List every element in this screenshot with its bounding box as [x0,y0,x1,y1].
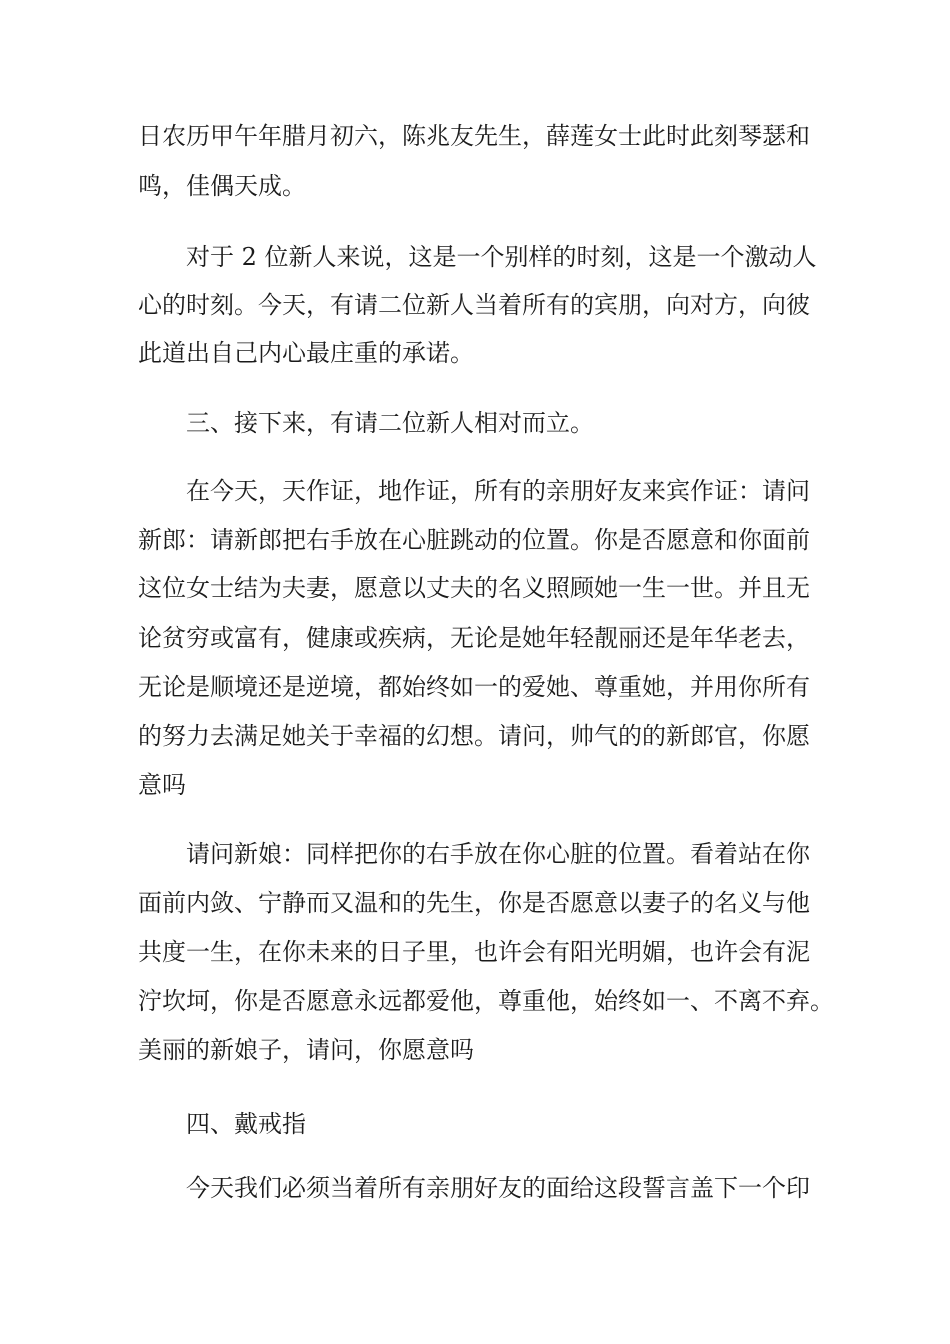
text-line: 在今天，天作证，地作证，所有的亲朋好友来宾作证：请问 [186,477,810,505]
text-line: 新郎：请新郎把右手放在心脏跳动的位置。你是否愿意和你面前 [138,526,810,554]
text-line: 请问新娘：同样把你的右手放在你心脏的位置。看着站在你 [186,840,810,868]
text-line: 鸣，佳偶天成。 [138,172,306,200]
text-line: 今天我们必须当着所有亲朋好友的面给这段誓言盖下一个印 [186,1174,810,1202]
text-line: 对于 2 位新人来说，这是一个别样的时刻，这是一个激动人 [186,243,817,271]
text-line: 心的时刻。今天，有请二位新人当着所有的宾朋，向对方，向彼 [138,291,810,319]
text-line: 共度一生，在你未来的日子里，也许会有阳光明媚，也许会有泥 [138,938,810,966]
section-heading: 三、接下来，有请二位新人相对而立。 [186,409,594,437]
text-line: 论贫穷或富有，健康或疾病，无论是她年轻靓丽还是年华老去， [138,624,810,652]
text-line: 泞坎坷，你是否愿意永远都爱他，尊重他，始终如一、不离不弃。 [138,987,834,1015]
text-line: 此道出自己内心最庄重的承诺。 [138,339,474,367]
text-line: 的努力去满足她关于幸福的幻想。请问，帅气的的新郎官，你愿 [138,722,810,750]
text-line: 这位女士结为夫妻，愿意以丈夫的名义照顾她一生一世。并且无 [138,574,810,602]
text-line: 美丽的新娘子，请问，你愿意吗 [138,1036,474,1064]
text-line: 意吗 [138,771,186,799]
text-line: 日农历甲午年腊月初六，陈兆友先生，薛莲女士此时此刻琴瑟和 [138,122,810,150]
section-heading: 四、戴戒指 [186,1110,306,1138]
text-line: 面前内敛、宁静而又温和的先生，你是否愿意以妻子的名义与他 [138,889,810,917]
text-line: 无论是顺境还是逆境，都始终如一的爱她、尊重她，并用你所有 [138,673,810,701]
